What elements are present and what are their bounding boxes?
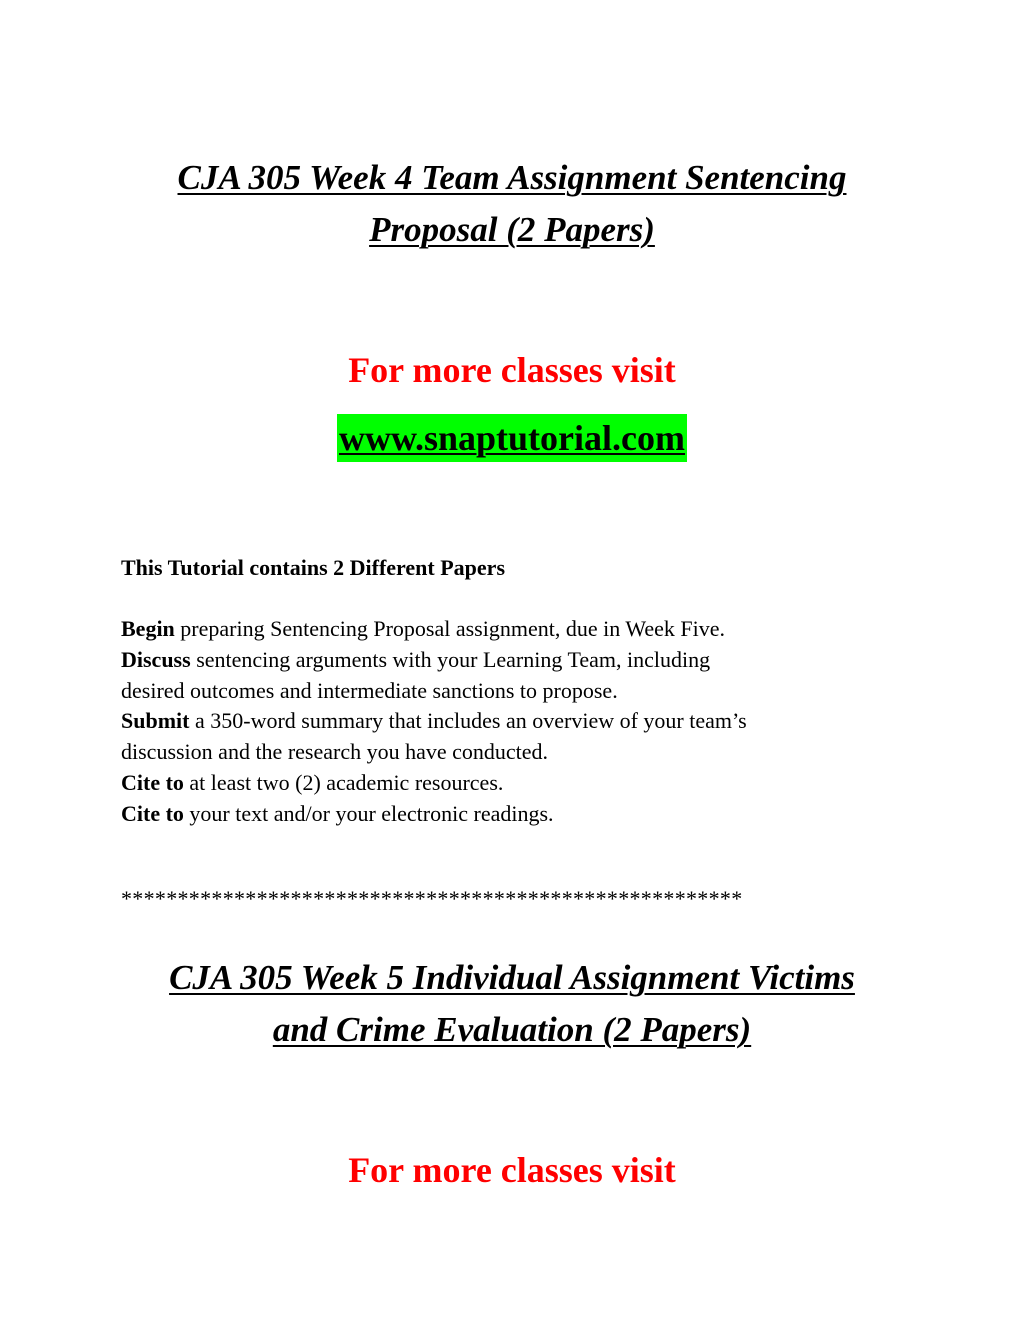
assignment-title-week5: [90, 952, 934, 1056]
instruction-keyword: Cite to: [121, 800, 184, 826]
instruction-line: [121, 645, 911, 676]
title-line-1: CJA 305 Week 4 Team Assignment Sentencing: [177, 158, 847, 197]
title-line-2: Proposal (2 Papers): [369, 210, 655, 249]
separator-line: *******************************************************: [121, 886, 743, 911]
instruction-line: [121, 676, 911, 707]
instruction-keyword: Cite to: [121, 769, 184, 795]
instruction-keyword: Submit: [121, 708, 190, 734]
instruction-line: [121, 737, 911, 768]
instruction-text: preparing Sentencing Proposal assignment, due in Week Five.: [174, 616, 725, 641]
instruction-line: [121, 614, 911, 645]
title-line-2: and Crime Evaluation (2 Papers): [272, 1010, 752, 1049]
instruction-text: desired outcomes and intermediate sanctions to propose.: [121, 677, 618, 703]
tutorial-intro: This Tutorial contains 2 Different Papers: [121, 555, 506, 580]
instruction-keyword: Discuss: [121, 646, 191, 672]
instructions-block: [121, 614, 911, 830]
instruction-line: [121, 799, 911, 830]
instruction-text: sentencing arguments with your Learning Team, including: [190, 646, 711, 672]
site-link-wrapper: [0, 414, 1024, 462]
instruction-line: [121, 706, 911, 737]
instruction-text: discussion and the research you have conducted.: [121, 739, 549, 765]
title-line-1: CJA 305 Week 5 Individual Assignment Victims: [169, 958, 855, 997]
instruction-text: a 350-word summary that includes an overview of your team’s: [189, 708, 747, 734]
instruction-line: [121, 768, 911, 799]
site-link[interactable]: www.snaptutorial.com: [337, 414, 687, 462]
visit-text: For more classes visit: [348, 350, 676, 390]
instruction-text: your text and/or your electronic readings.: [183, 800, 554, 826]
visit-text: For more classes visit: [348, 1150, 676, 1190]
instruction-keyword: Begin: [121, 616, 175, 641]
instruction-text: at least two (2) academic resources.: [183, 769, 504, 795]
assignment-title-week4: [100, 152, 924, 256]
